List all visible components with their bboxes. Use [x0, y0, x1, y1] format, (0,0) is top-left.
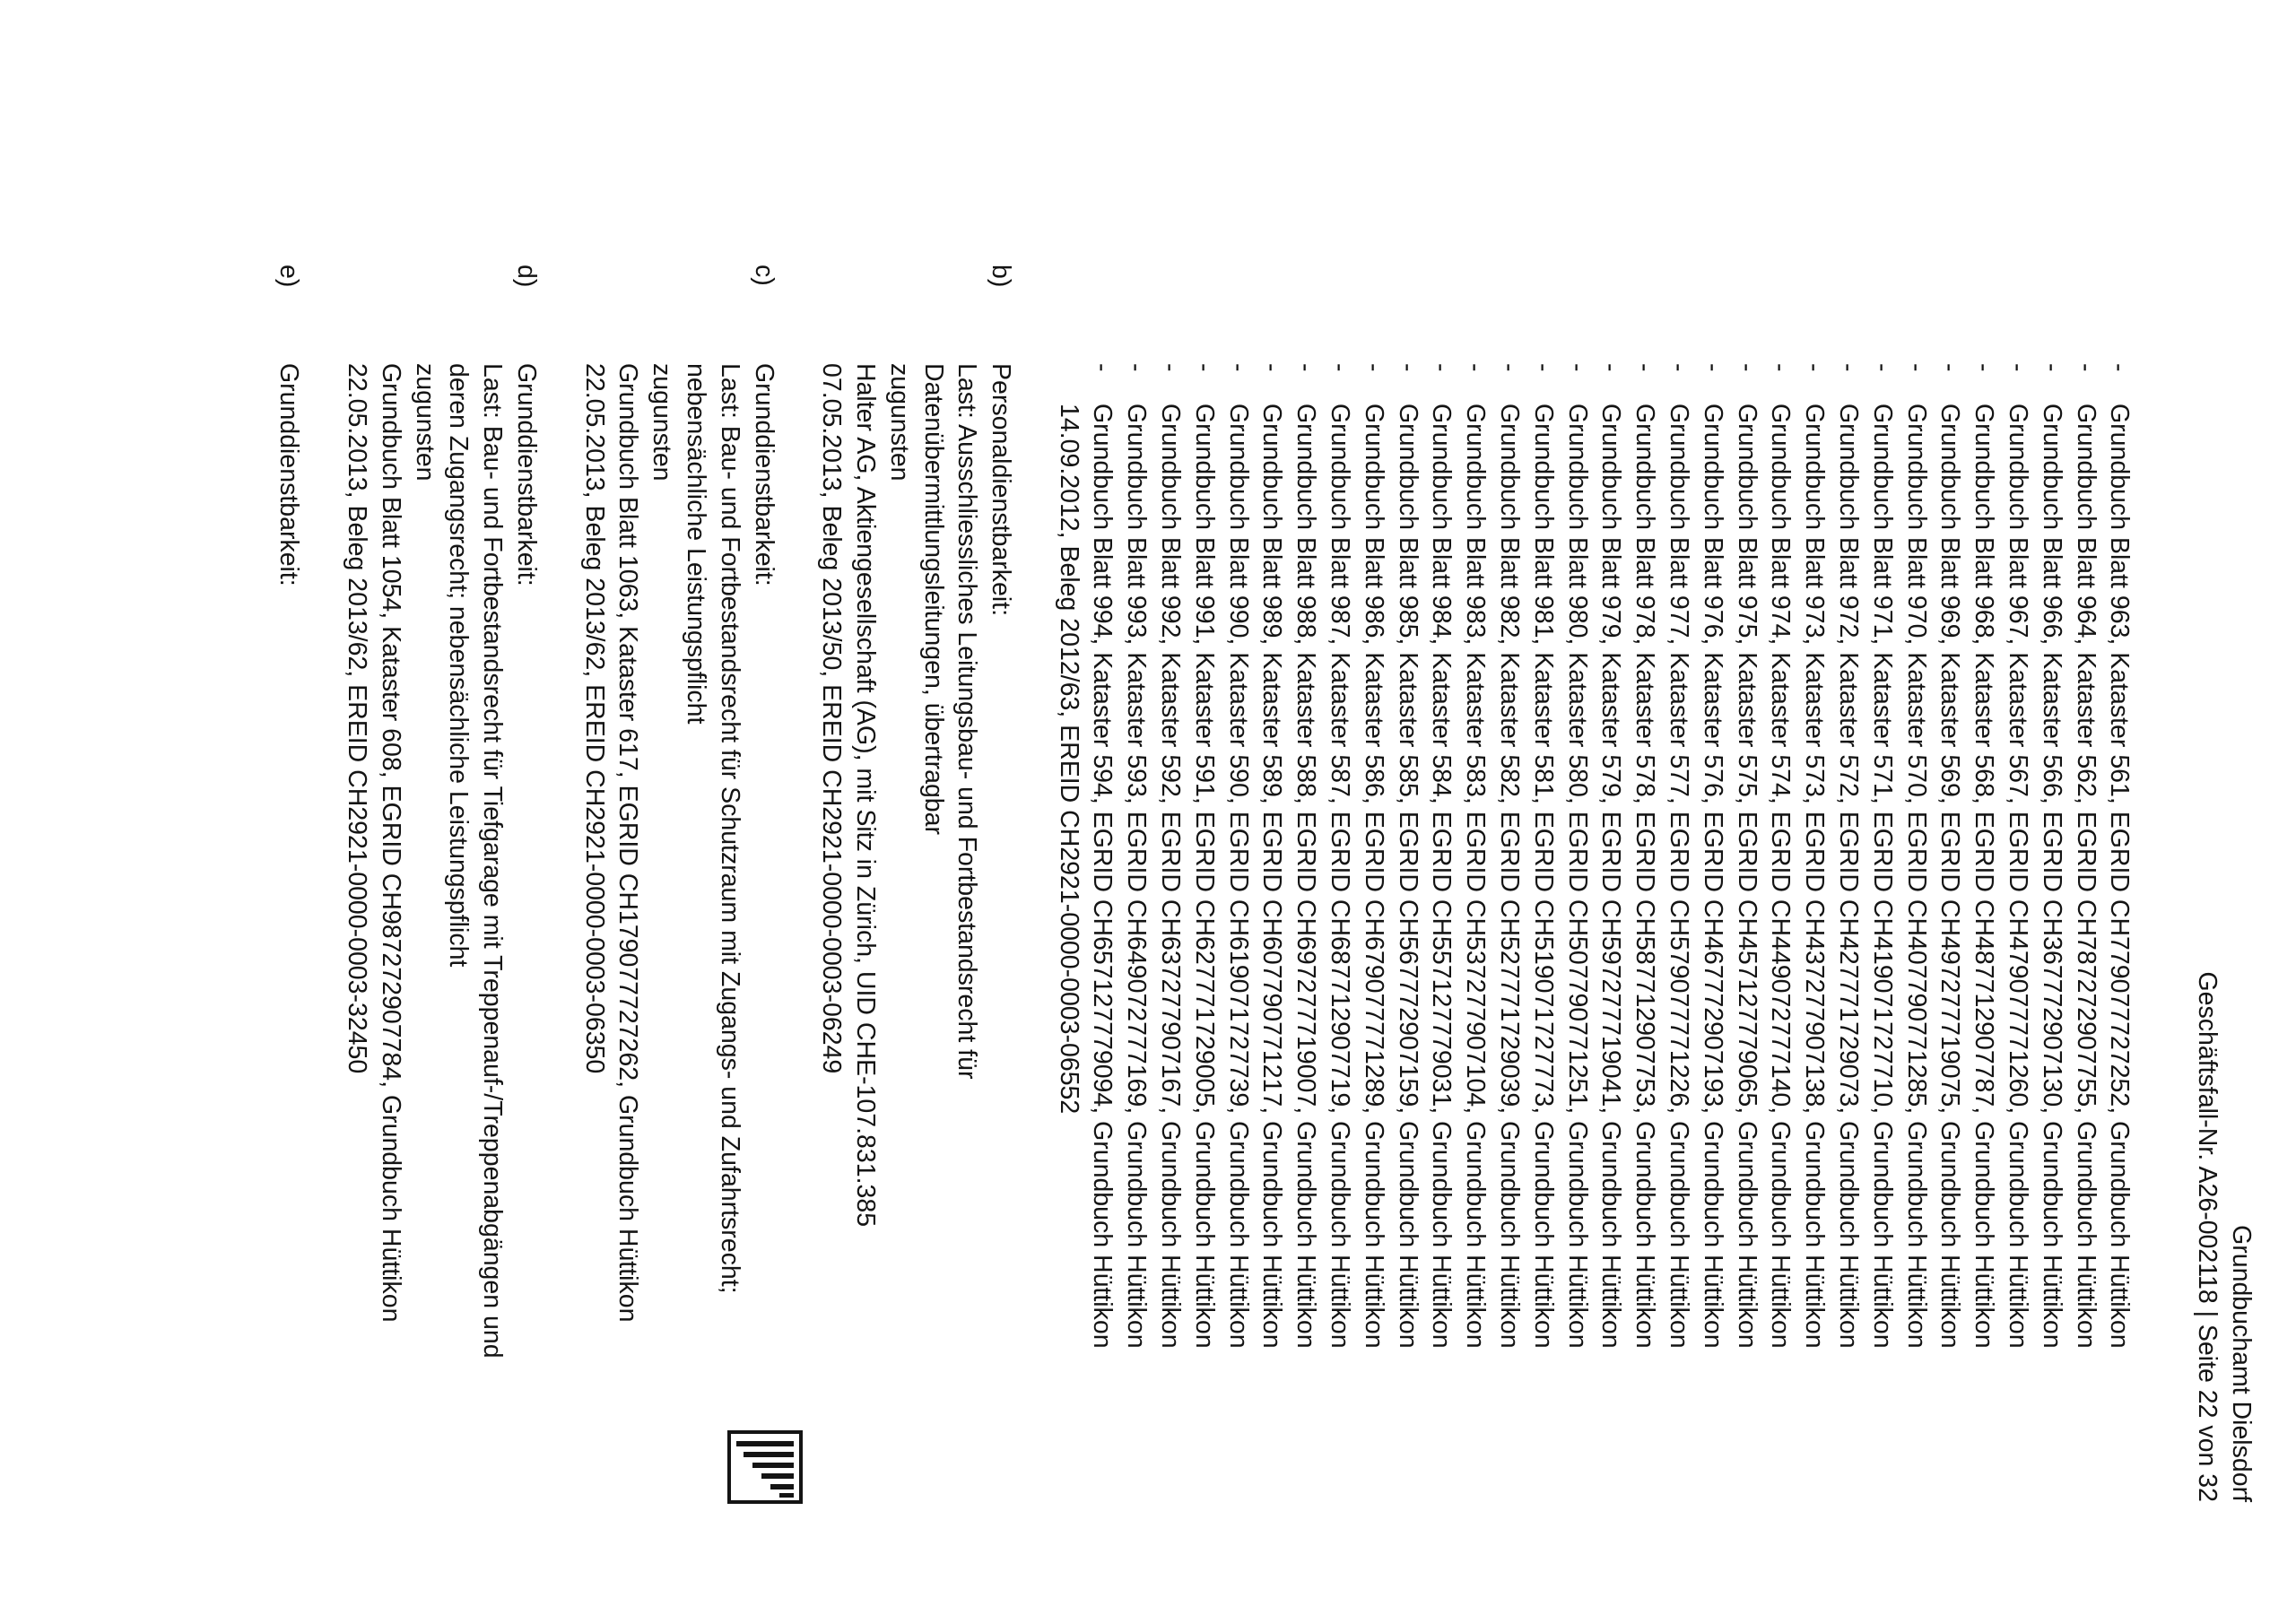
section-burden: Last: Bau- und Fortbestandsrecht für Tiefgarage mit Treppenauf-/Treppenabgängen und deren Zugangsrecht; nebensächliche Leistungspflicht: [444, 363, 508, 1359]
list-item-text: Grundbuch Blatt 988, Kataster 588, EGRID CH697277719007, Grundbuch Hüttikon: [1292, 404, 1321, 1349]
list-bullet: -: [1461, 363, 1491, 372]
list-item: [1255, 363, 1289, 1502]
list-bullet: -: [1326, 363, 1355, 372]
list-item-text: Grundbuch Blatt 977, Kataster 577, EGRID CH579077771226, Grundbuch Hüttikon: [1665, 404, 1694, 1349]
section-party: Grundbuch Blatt 1054, Kataster 608, EGRID CH987272907784, Grundbuch Hüttikon: [376, 363, 405, 1323]
list-item-text: Grundbuch Blatt 992, Kataster 592, EGRID CH637277907167, Grundbuch Hüttikon: [1156, 404, 1186, 1349]
page-header: [2189, 202, 2257, 1502]
list-item: [1899, 363, 1933, 1502]
list-item: [2000, 363, 2034, 1502]
list-item: [1865, 363, 1899, 1502]
list-item: [1457, 363, 1492, 1502]
section-title: Personaldienstbarkeit:: [987, 363, 1016, 616]
section-letter: c): [749, 265, 778, 286]
list-bullet: -: [1495, 363, 1525, 372]
list-bullet: -: [1427, 363, 1457, 372]
section-party: Halter AG, Aktiengesellschaft (AG), mit Sitz in Zürich, UID CHE-107.831.385: [850, 363, 880, 1228]
section-c: [577, 265, 780, 1502]
list-item-text: Grundbuch Blatt 981, Kataster 581, EGRID CH519071727773, Grundbuch Hüttikon: [1528, 404, 1558, 1349]
list-bullet: -: [1867, 363, 1897, 372]
list-item-text: Grundbuch Blatt 993, Kataster 593, EGRID CH649072777169, Grundbuch Hüttikon: [1122, 404, 1152, 1349]
document-page: [238, 202, 2256, 1502]
list-item: [1322, 363, 1356, 1502]
list-bullet: -: [1665, 363, 1694, 372]
section-reference: 07.05.2013, Beleg 2013/50, EREID CH2921-0000-0003-06249: [817, 363, 847, 1074]
office-logo: [727, 1430, 803, 1504]
list-bullet: -: [1223, 363, 1253, 372]
section-b: [813, 265, 1017, 1502]
list-item: [1424, 363, 1458, 1502]
case-reference: Geschäftsfall-Nr. A26-002118 | Seite 22 von 32: [2193, 971, 2222, 1502]
list-item: [1221, 363, 1255, 1502]
list-item-text: Grundbuch Blatt 994, Kataster 594, EGRID CH657127779094, Grundbuch Hüttikon: [1088, 404, 1118, 1349]
list-bullet: -: [1596, 363, 1626, 372]
list-item-text: Grundbuch Blatt 971, Kataster 571, EGRID CH419071727710, Grundbuch Hüttikon: [1867, 404, 1897, 1349]
list-item-text: Grundbuch Blatt 991, Kataster 591, EGRID CH627771729005, Grundbuch Hüttikon: [1189, 404, 1219, 1349]
list-item-text: Grundbuch Blatt 989, Kataster 589, EGRID CH607790771217, Grundbuch Hüttikon: [1257, 404, 1287, 1349]
section-party: Grundbuch Blatt 1063, Kataster 617, EGRID CH179077727262, Grundbuch Hüttikon: [613, 363, 643, 1323]
section-reference: 22.05.2013, Beleg 2013/62, EREID CH2921-0000-0003-06350: [579, 363, 609, 1074]
list-bullet: -: [1901, 363, 1931, 372]
list-bullet: -: [2105, 363, 2135, 372]
list-item-text: Grundbuch Blatt 967, Kataster 567, EGRID CH479077771260, Grundbuch Hüttikon: [2004, 404, 2033, 1349]
list-item: [2034, 363, 2068, 1502]
section-e: [272, 265, 306, 1502]
list-bullet: -: [1562, 363, 1592, 372]
list-item-text: Grundbuch Blatt 964, Kataster 562, EGRID CH787272907755, Grundbuch Hüttikon: [2071, 404, 2100, 1349]
section-in-favour: zugunsten: [884, 363, 914, 482]
list-item: [1560, 363, 1594, 1502]
list-bullet: -: [1393, 363, 1422, 372]
list-bullet: -: [1122, 363, 1152, 372]
list-item: [1661, 363, 1695, 1502]
list-item-text: Grundbuch Blatt 986, Kataster 586, EGRID CH679077771289, Grundbuch Hüttikon: [1359, 404, 1388, 1349]
list-bullet: -: [1359, 363, 1388, 372]
list-item: [2102, 363, 2136, 1502]
list-item-text: Grundbuch Blatt 982, Kataster 582, EGRID CH527771729039, Grundbuch Hüttikon: [1495, 404, 1525, 1349]
section-letter: d): [511, 265, 541, 288]
list-item-text: Grundbuch Blatt 969, Kataster 569, EGRID CH497277719075, Grundbuch Hüttikon: [1935, 404, 1965, 1349]
list-item-text: Grundbuch Blatt 970, Kataster 570, EGRID CH407790771285, Grundbuch Hüttikon: [1901, 404, 1931, 1349]
list-bullet: -: [1631, 363, 1660, 372]
list-item-text: Grundbuch Blatt 987, Kataster 587, EGRID CH687712907719, Grundbuch Hüttikon: [1326, 404, 1355, 1349]
list-item: [1085, 363, 1119, 1502]
list-item: [1152, 363, 1187, 1502]
list-item-text: Grundbuch Blatt 963, Kataster 561, EGRID CH779077727252, Grundbuch Hüttikon: [2105, 404, 2135, 1349]
list-item-text: Grundbuch Blatt 983, Kataster 583, EGRID CH537277907104, Grundbuch Hüttikon: [1461, 404, 1491, 1349]
section-title: Grunddienstbarkeit:: [511, 363, 541, 586]
section-in-favour: zugunsten: [648, 363, 677, 482]
list-item: [1492, 363, 1526, 1502]
list-bullet: -: [1732, 363, 1761, 372]
list-bullet: -: [1189, 363, 1219, 372]
list-item: [1356, 363, 1390, 1502]
list-bullet: -: [1088, 363, 1118, 372]
list-bullet: -: [1766, 363, 1796, 372]
list-bullet: -: [1528, 363, 1558, 372]
section-title: Grunddienstbarkeit:: [749, 363, 778, 586]
list-bullet: -: [1834, 363, 1864, 372]
list-item: [1526, 363, 1560, 1502]
section-title: Grunddienstbarkeit:: [274, 363, 304, 586]
list-item-text: Grundbuch Blatt 976, Kataster 576, EGRID CH467772907193, Grundbuch Hüttikon: [1698, 404, 1727, 1349]
list-item: [1390, 363, 1424, 1502]
section-letter: e): [274, 265, 304, 288]
list-item-text: Grundbuch Blatt 978, Kataster 578, EGRID CH587712907753, Grundbuch Hüttikon: [1631, 404, 1660, 1349]
list-item: [1831, 363, 1865, 1502]
list-item: [1933, 363, 1967, 1502]
list-item-text: Grundbuch Blatt 972, Kataster 572, EGRID CH427771729073, Grundbuch Hüttikon: [1834, 404, 1864, 1349]
section-burden: Last: Ausschliessliches Leitungsbau- und Fortbestandsrecht für Datenübermittlungsleitungen, übertragbar: [918, 363, 982, 1080]
list-item: [1627, 363, 1661, 1502]
list-item: [1695, 363, 1729, 1502]
list-item: [1763, 363, 1797, 1502]
list-item-text: Grundbuch Blatt 966, Kataster 566, EGRID CH367772907130, Grundbuch Hüttikon: [2037, 404, 2066, 1349]
section-letter: b): [987, 265, 1016, 288]
list-bullet: -: [2004, 363, 2033, 372]
list-item: [1288, 363, 1322, 1502]
list-item: [1729, 363, 1763, 1502]
list-item: [2068, 363, 2102, 1502]
list-bullet: -: [1292, 363, 1321, 372]
list-bullet: -: [1257, 363, 1287, 372]
list-item-text: Grundbuch Blatt 984, Kataster 584, EGRID CH557127779031, Grundbuch Hüttikon: [1427, 404, 1457, 1349]
list-item: [1796, 363, 1831, 1502]
list-item-text: Grundbuch Blatt 975, Kataster 575, EGRID CH457127779065, Grundbuch Hüttikon: [1732, 404, 1761, 1349]
list-item: [1119, 363, 1153, 1502]
section-reference: 22.05.2013, Beleg 2013/62, EREID CH2921-0000-0003-32450: [342, 363, 371, 1074]
list-bullet: -: [2037, 363, 2066, 372]
document-body: [272, 265, 2136, 1502]
list-item: [1594, 363, 1628, 1502]
list-item-text: Grundbuch Blatt 980, Kataster 580, EGRID CH507790771251, Grundbuch Hüttikon: [1562, 404, 1592, 1349]
office-name: Grundbuchamt Dielsdorf: [2227, 1225, 2256, 1502]
parcel-list: [1085, 363, 2136, 1502]
list-bullet: -: [1698, 363, 1727, 372]
section-d: [339, 265, 543, 1502]
list-item-text: Grundbuch Blatt 968, Kataster 568, EGRID CH487712907787, Grundbuch Hüttikon: [1970, 404, 1999, 1349]
list-item-text: Grundbuch Blatt 973, Kataster 573, EGRID CH437277907138, Grundbuch Hüttikon: [1800, 404, 1830, 1349]
list-item-text: Grundbuch Blatt 979, Kataster 579, EGRID CH597277719041, Grundbuch Hüttikon: [1596, 404, 1626, 1349]
list-item-text: Grundbuch Blatt 974, Kataster 574, EGRID CH449072777140, Grundbuch Hüttikon: [1766, 404, 1796, 1349]
list-bullet: -: [1800, 363, 1830, 372]
list-item-text: Grundbuch Blatt 990, Kataster 590, EGRID CH619071727739, Grundbuch Hüttikon: [1223, 404, 1253, 1349]
list-item: [1966, 363, 2000, 1502]
list-reference: 14.09.2012, Beleg 2012/63, EREID CH2921-0000-0003-06552: [1054, 404, 1083, 1115]
list-bullet: -: [2071, 363, 2100, 372]
section-in-favour: zugunsten: [410, 363, 439, 482]
list-item: [1187, 363, 1221, 1502]
list-bullet: -: [1970, 363, 1999, 372]
list-bullet: -: [1156, 363, 1186, 372]
section-burden: Last: Bau- und Fortbestandsrecht für Schutzraum mit Zugangs- und Zufahrtsrecht; nebensächliche Leistungspflicht: [681, 363, 744, 1294]
list-item-text: Grundbuch Blatt 985, Kataster 585, EGRID CH567772907159, Grundbuch Hüttikon: [1393, 404, 1422, 1349]
list-bullet: -: [1935, 363, 1965, 372]
